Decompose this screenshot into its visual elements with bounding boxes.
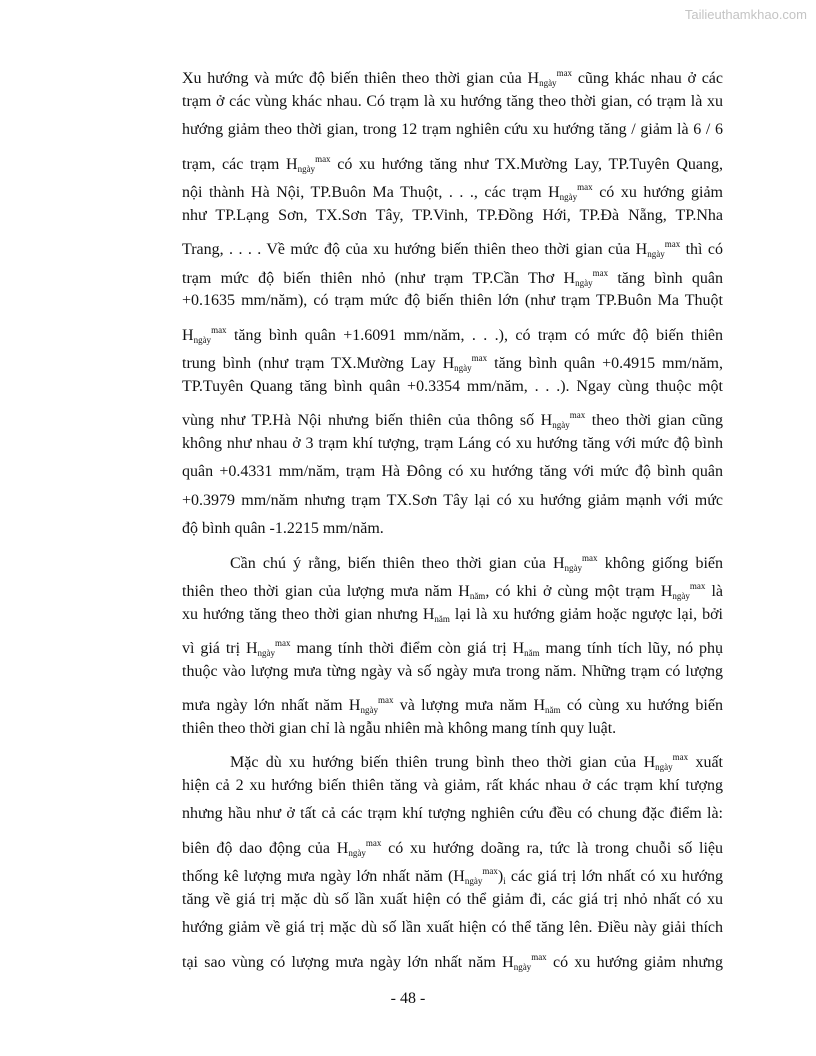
- text-line: TP.Tuyên Quang tăng bình quân +0.3354 mm/năm, . . .). Ngay cùng thuộc một: [182, 377, 723, 395]
- page-number: - 48 -: [390, 990, 426, 1007]
- h-ngay-max-symbol: $H_{ngày}^{max}$: [563, 267, 609, 288]
- text-line: trạm, các trạm $H_{ngày}^{max}$ có xu hướng tăng như TX.Mường Lay, TP.Tuyên Quang,: [182, 153, 723, 174]
- text-line: biên độ dao động của $H_{ngày}^{max}$ có xu hướng doãng ra, tức là trong chuỗi số liệu: [182, 837, 723, 858]
- text-line: trạm ở các vùng khác nhau. Có trạm là xu hướng tăng theo thời gian, có trạm là xu: [182, 92, 723, 110]
- h-ngay-max-symbol: $H_{ngày}^{max}$: [527, 68, 573, 88]
- text-line: Xu hướng và mức độ biến thiên theo thời gian của $H_{ngày}^{max}$ cũng khác nhau ở các: [182, 68, 724, 88]
- text-line: +0.3979 mm/năm nhưng trạm TX.Sơn Tây lại có xu hướng giảm mạnh với mức: [182, 491, 723, 509]
- h-nam-symbol: $H_{năm}$: [422, 605, 450, 624]
- text-line: hướng giảm theo thời gian, trong 12 trạm nghiên cứu xu hướng tăng / giảm là 6 / 6: [182, 121, 723, 138]
- h-ngay-max-symbol: $H_{ngày}^{max}$: [442, 353, 488, 373]
- watermark: Tailieuthamkhao.com: [684, 7, 807, 22]
- h-ngay-max-symbol: $H_{ngày}^{max}$: [245, 638, 291, 658]
- h-ngay-max-symbol: $H_{ngày}^{max}$: [182, 324, 227, 345]
- h-ngay-max-symbol: $H_{ngày}^{max}$: [643, 752, 689, 772]
- text-line: hiện cả 2 xu hướng biến thiên tăng và giảm, rất khác nhau ở các trạm khí tượng: [182, 776, 723, 794]
- text-line: $H_{ngày}^{max}$ tăng bình quân +1.6091 mm/năm, . . .), có trạm có mức độ biến thiên: [182, 324, 723, 345]
- h-nam-symbol: $H_{năm}$: [533, 697, 561, 715]
- text-line: thuộc vào lượng mưa từng ngày và số ngày mưa trong năm. Những trạm có lượng: [182, 662, 723, 680]
- h-ngay-max-symbol: $H_{ngày}^{max}$: [540, 410, 586, 430]
- text-line: thiên theo thời gian của lượng mưa năm $H_{năm}$, có khi ở cùng một trạm $H_{ngày}^{max}$ là: [182, 581, 724, 601]
- h-nam-symbol: $H_{năm}$: [458, 583, 486, 601]
- text-line: xu hướng tăng theo thời gian nhưng $H_{năm}$ lại là xu hướng giảm hoặc ngược lại, bởi: [182, 605, 724, 624]
- text-line: trạm mức độ biến thiên nhỏ (như trạm TP.Cần Thơ $H_{ngày}^{max}$ tăng bình quân: [182, 267, 724, 288]
- text-line: như TP.Lạng Sơn, TX.Sơn Tây, TP.Vinh, TP.Đồng Hới, TP.Đà Nẵng, TP.Nha: [182, 206, 723, 224]
- h-ngay-max-symbol: $H_{ngày}^{max}$: [348, 695, 394, 715]
- text-line: mưa ngày lớn nhất năm $H_{ngày}^{max}$ và lượng mưa năm $H_{năm}$ có cùng xu hướng biến: [182, 695, 723, 715]
- h-ngay-max-symbol: $H_{ngày}^{max}$: [552, 552, 598, 573]
- h-nam-symbol: $H_{năm}$: [512, 640, 540, 658]
- text-line: Mặc dù xu hướng biến thiên trung bình theo thời gian của $H_{ngày}^{max}$ xuất: [230, 752, 724, 772]
- text-line: thiên theo thời gian chỉ là ngẫu nhiên mà không mang tính quy luật.: [182, 719, 617, 737]
- h-ngay-max-symbol: $H_{ngày}^{max}$: [502, 951, 547, 972]
- text-line: quân +0.4331 mm/năm, trạm Hà Đông có xu hướng tăng với mức độ bình quân: [182, 463, 723, 480]
- text-line: trung bình (như trạm TX.Mường Lay $H_{ngày}^{max}$ tăng bình quân +0.4915 mm/năm,: [182, 353, 724, 373]
- text-line: không như nhau ở 3 trạm khí tượng, trạm Láng có xu hướng tăng với mức độ bình: [182, 434, 723, 452]
- text-line: vì giá trị $H_{ngày}^{max}$ mang tính thời điểm còn giá trị $H_{năm}$ mang tính tích lũy, nó phụ: [182, 638, 724, 658]
- text-line: Trang, . . . . Về mức độ của xu hướng biến thiên theo thời gian của $H_{ngày}^{max}$ thì có: [182, 239, 724, 259]
- text-line: Cần chú ý rằng, biến thiên theo thời gian của $H_{ngày}^{max}$ không giống biến: [230, 552, 723, 573]
- text-line: thống kê lượng mưa ngày lớn nhất năm $(H_{ngày}^{max})_i$ các giá trị lớn nhất có xu hướng: [182, 866, 723, 886]
- h-ngay-max-symbol: $H_{ngày}^{max}$: [286, 153, 331, 174]
- text-line: nhưng hầu như ở tất cả các trạm khí tượng nghiên cứu đều có chung đặc điểm là:: [182, 805, 723, 822]
- h-ngay-max-symbol: $H_{ngày}^{max}$: [336, 837, 382, 858]
- text-line: độ bình quân -1.2215 mm/năm.: [182, 520, 384, 537]
- text-line: tại sao vùng có lượng mưa ngày lớn nhất năm $H_{ngày}^{max}$ có xu hướng giảm nhưng: [182, 951, 723, 972]
- h-ngay-max-symbol: $H_{ngày}^{max}$: [548, 182, 593, 202]
- h-ngay-max-symbol: $H_{ngày}^{max}$: [453, 866, 498, 886]
- h-ngay-max-symbol: $H_{ngày}^{max}$: [660, 581, 706, 601]
- text-line: tăng về giá trị mặc dù số lần xuất hiện có thể giảm đi, các giá trị nhỏ nhất có xu: [182, 890, 723, 908]
- h-ngay-max-symbol: $H_{ngày}^{max}$: [635, 239, 681, 259]
- text-line: +0.1635 mm/năm), có trạm mức độ biến thiên lớn (như trạm TP.Buôn Ma Thuột: [182, 292, 723, 309]
- page-body: [182, 59, 723, 971]
- text-line: hướng giảm về giá trị mặc dù số lần xuất hiện có thể tăng lên. Điều này giải thích: [182, 919, 723, 936]
- text-line: nội thành Hà Nội, TP.Buôn Ma Thuột, . . ., các trạm $H_{ngày}^{max}$ có xu hướng giảm: [182, 182, 723, 202]
- text-line: vùng như TP.Hà Nội nhưng biến thiên của thông số $H_{ngày}^{max}$ theo thời gian cũng: [182, 410, 723, 430]
